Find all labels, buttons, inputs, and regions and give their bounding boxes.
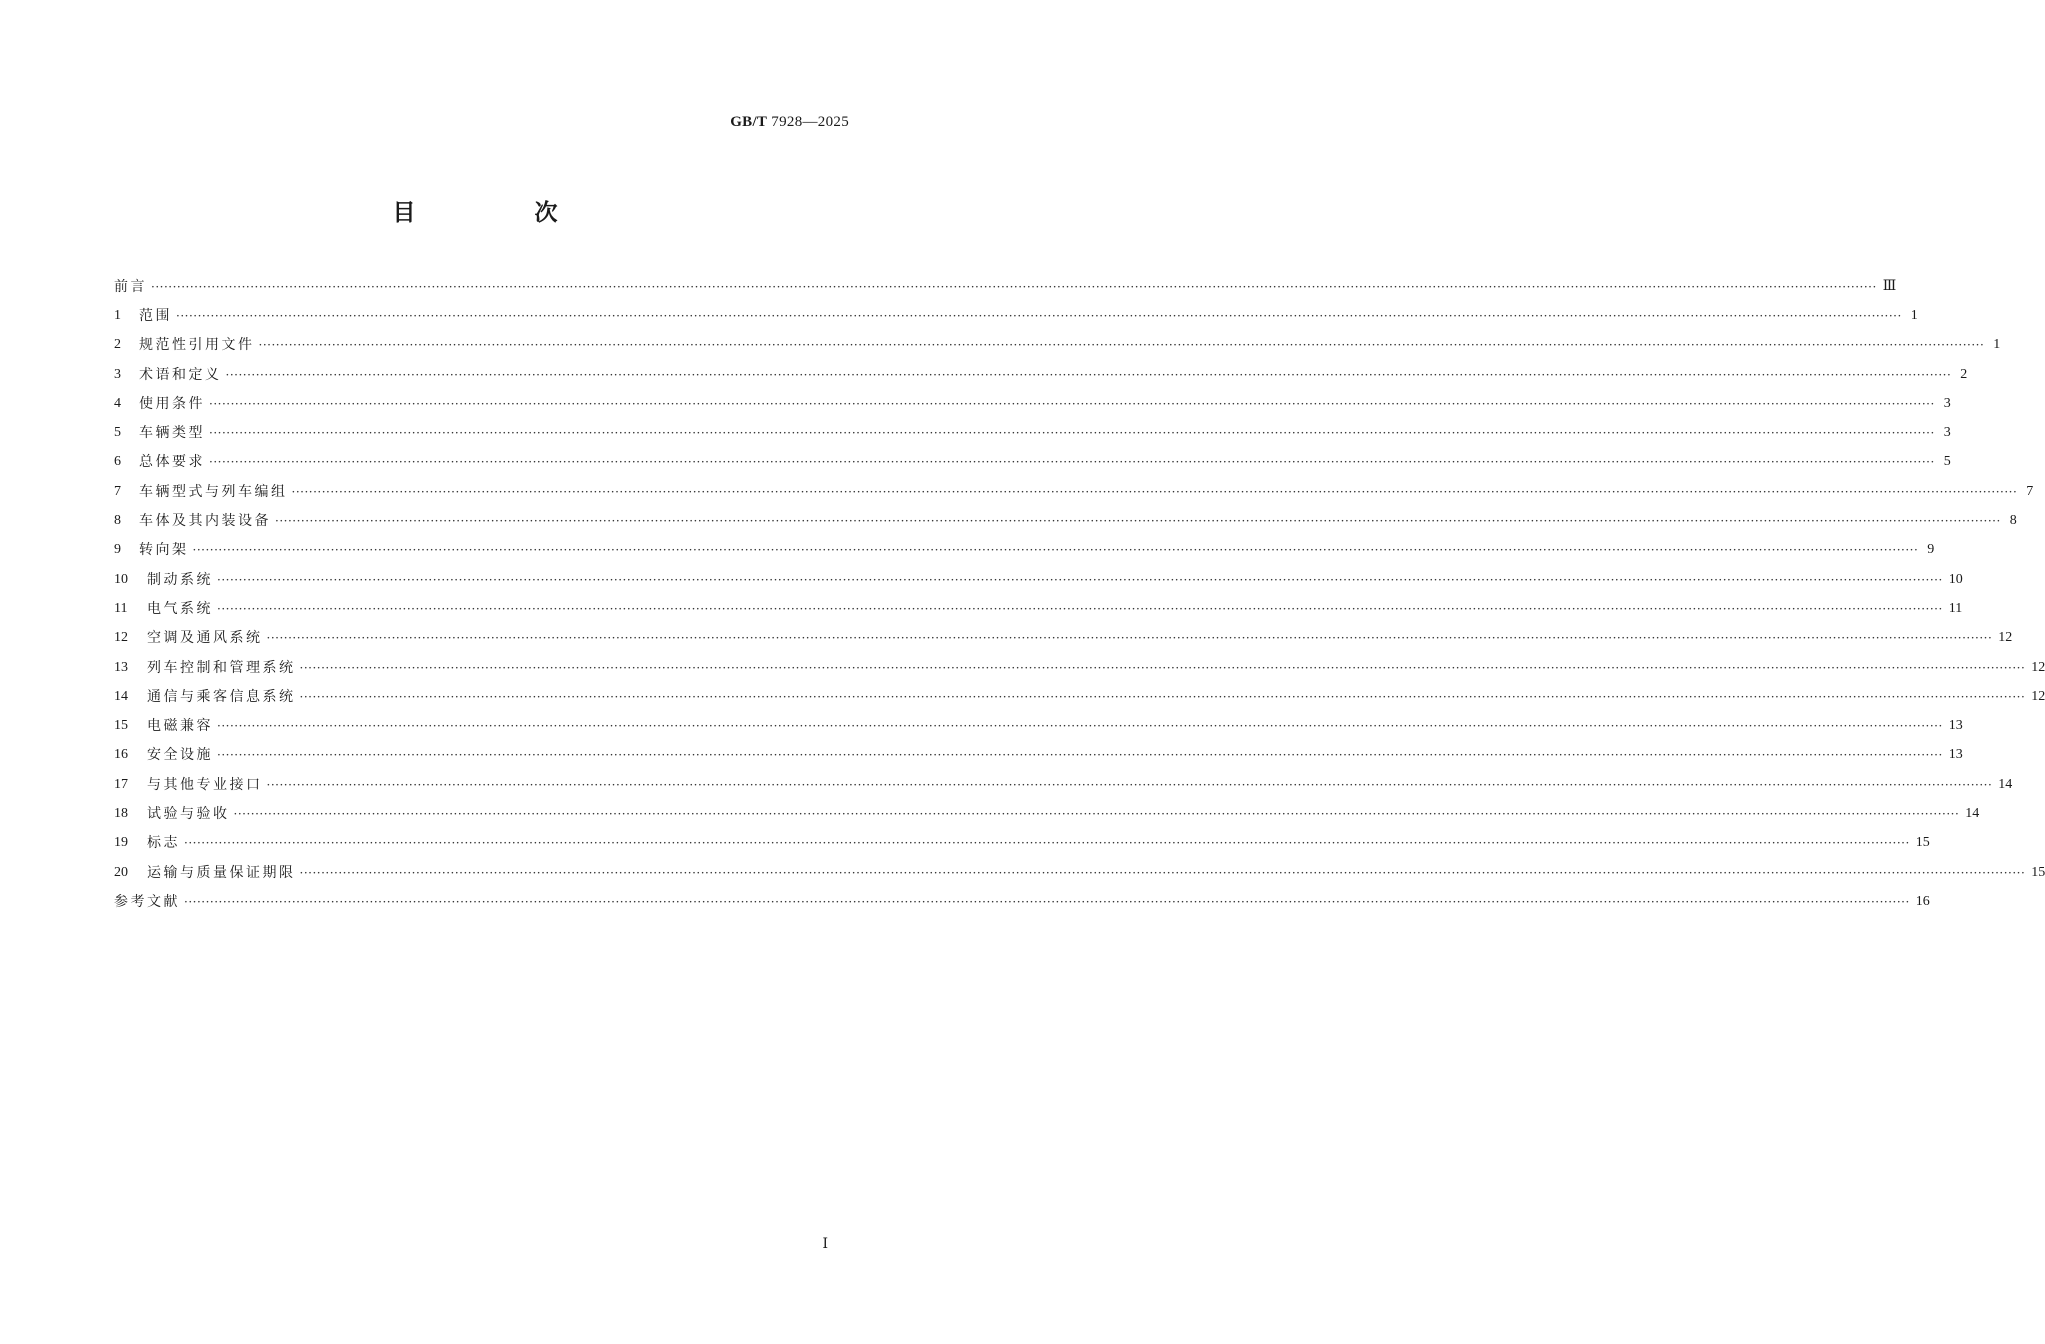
toc-leader-dots: ················································································································································································································································································································································································································ <box>291 484 2018 499</box>
toc-entry[interactable] <box>114 858 2045 887</box>
toc-entry-label: 转向架 <box>139 542 189 559</box>
toc-leader-dots: ················································································································································································································································································································································································································ <box>176 308 1902 323</box>
toc-leader-dots: ················································································································································································································································································································································································································ <box>217 719 1943 734</box>
toc-entry[interactable] <box>114 448 1951 477</box>
toc-entry-page: 11 <box>1948 600 1963 616</box>
toc-entry[interactable] <box>114 653 2045 682</box>
toc-entry-page: 12 <box>2031 659 2045 675</box>
toc-entry-label: 前言 <box>114 278 147 295</box>
toc-entry-label: 车辆型式与列车编组 <box>139 483 288 500</box>
toc-leader-dots: ················································································································································································································································································································································································································ <box>217 748 1943 763</box>
toc-entry-page: 1 <box>1993 337 2001 353</box>
toc-entry-page: 14 <box>1965 805 1980 821</box>
toc-leader-dots: ················································································································································································································································································································································································································ <box>192 543 1919 558</box>
toc-entry[interactable] <box>114 770 2013 799</box>
toc-entry-label: 标志 <box>147 835 180 852</box>
toc-entry[interactable] <box>114 887 1930 916</box>
toc-entry-page: 3 <box>1943 425 1951 441</box>
toc-entry-label: 电气系统 <box>147 600 213 617</box>
standard-code-number: 7928—2025 <box>771 114 849 130</box>
toc-entry-label: 电磁兼容 <box>147 718 213 735</box>
toc-leader-dots: ················································································································································································································································································································································································································ <box>225 367 1952 382</box>
toc-entry-number: 12 <box>114 630 128 646</box>
toc-entry-number: 3 <box>114 366 121 382</box>
toc-entry-label: 参考文献 <box>114 893 180 910</box>
toc-entry[interactable] <box>114 829 1930 858</box>
toc-leader-dots: ················································································································································································································································································································································································································ <box>275 514 2001 529</box>
toc-entry-label: 通信与乘客信息系统 <box>147 688 296 705</box>
toc-entry-page: 13 <box>1948 747 1963 763</box>
toc-entry[interactable] <box>114 682 2045 711</box>
toc-entry-page: 15 <box>1915 835 1930 851</box>
toc-entry-label: 车辆类型 <box>139 425 205 442</box>
toc-entry[interactable] <box>114 624 2013 653</box>
toc-entry-page: 12 <box>1998 630 2013 646</box>
toc-entry-page: 16 <box>1915 893 1930 909</box>
toc-entry-number: 19 <box>114 835 128 851</box>
toc-entry-number: 13 <box>114 659 128 675</box>
toc-leader-dots: ················································································································································································································································································································································································································ <box>184 894 1910 909</box>
toc-entry-number: 5 <box>114 425 121 441</box>
toc-entry-label: 使用条件 <box>139 395 205 412</box>
toc-entry-label: 范围 <box>139 307 172 324</box>
toc-entry[interactable] <box>114 711 1963 740</box>
toc-entry-page: 2 <box>1960 366 1968 382</box>
toc-leader-dots: ················································································································································································································································································································································································································ <box>299 660 2026 675</box>
standard-code <box>730 114 849 131</box>
toc-entry[interactable] <box>114 360 1968 389</box>
toc-entry-number: 10 <box>114 571 128 587</box>
toc-leader-dots: ················································································································································································································································································································································································································ <box>266 777 1993 792</box>
toc-entry-label: 空调及通风系统 <box>147 630 263 647</box>
toc-entry[interactable] <box>114 565 1963 594</box>
toc-entry[interactable] <box>114 272 1897 301</box>
toc-entry[interactable] <box>114 301 1918 330</box>
toc-entry-page: 14 <box>1998 776 2013 792</box>
toc-entry[interactable] <box>114 331 2001 360</box>
toc-entry-label: 与其他专业接口 <box>147 776 263 793</box>
toc-entry-number: 1 <box>114 307 121 323</box>
toc-entry-label: 规范性引用文件 <box>139 337 255 354</box>
toc-leader-dots: ················································································································································································································································································································································································································ <box>209 455 1935 470</box>
toc-entry-number: 14 <box>114 688 128 704</box>
page-number: Ⅰ <box>822 1237 828 1252</box>
toc-entry-label: 总体要求 <box>139 454 205 471</box>
toc-leader-dots: ················································································································································································································································································································································································································ <box>258 338 1985 353</box>
toc-leader-dots: ················································································································································································································································································································································································································ <box>184 836 1910 851</box>
toc-entry-page: 5 <box>1943 454 1951 470</box>
toc-entry[interactable] <box>114 741 1963 770</box>
toc-entry-page: 13 <box>1948 718 1963 734</box>
toc-leader-dots: ················································································································································································································································································································································································································ <box>209 426 1935 441</box>
toc-leader-dots: ················································································································································································································································································································································································································ <box>233 806 1960 821</box>
toc-entry[interactable] <box>114 389 1951 418</box>
toc-entry-number: 11 <box>114 600 128 616</box>
page-title: 目 次 <box>392 200 606 226</box>
toc-entry-page: 12 <box>2031 688 2045 704</box>
standard-code-prefix: GB/T <box>730 114 768 130</box>
toc-entry[interactable] <box>114 506 2017 535</box>
toc-entry-page: 8 <box>2009 513 2017 529</box>
toc-entry[interactable] <box>114 477 2034 506</box>
toc-entry-label: 制动系统 <box>147 571 213 588</box>
toc-entry-page: 7 <box>2026 483 2034 499</box>
toc-entry-label: 车体及其内装设备 <box>139 513 271 530</box>
toc-entry-page: 9 <box>1927 542 1935 558</box>
toc-entry-number: 9 <box>114 542 121 558</box>
toc-entry-page: 3 <box>1943 395 1951 411</box>
toc-entry-number: 8 <box>114 513 121 529</box>
toc-leader-dots: ················································································································································································································································································································································································································ <box>151 279 1877 294</box>
toc-entry-label: 术语和定义 <box>139 366 222 383</box>
toc-entry[interactable] <box>114 799 1980 828</box>
toc-leader-dots: ················································································································································································································································································································································································································ <box>299 865 2026 880</box>
toc-leader-dots: ················································································································································································································································································································································································································ <box>209 396 1935 411</box>
toc-leader-dots: ················································································································································································································································································································································································································ <box>217 572 1943 587</box>
toc-entry-number: 6 <box>114 454 121 470</box>
toc-leader-dots: ················································································································································································································································································································································································································ <box>217 601 1943 616</box>
toc-entry-page: Ⅲ <box>1882 278 1897 294</box>
toc-entry-label: 运输与质量保证期限 <box>147 864 296 881</box>
toc-entry-page: 1 <box>1910 307 1918 323</box>
toc-leader-dots: ················································································································································································································································································································································································································ <box>299 689 2026 704</box>
toc-entry[interactable] <box>114 418 1951 447</box>
toc-entry-number: 18 <box>114 805 128 821</box>
toc-entry-number: 17 <box>114 776 128 792</box>
toc-entry[interactable] <box>114 594 1963 623</box>
toc-entry-label: 安全设施 <box>147 747 213 764</box>
toc-entry[interactable] <box>114 536 1935 565</box>
toc-entry-number: 15 <box>114 718 128 734</box>
toc-entry-number: 4 <box>114 395 121 411</box>
toc-entry-number: 16 <box>114 747 128 763</box>
toc-entry-label: 列车控制和管理系统 <box>147 659 296 676</box>
toc-leader-dots: ················································································································································································································································································································································································································ <box>266 631 1993 646</box>
toc-entry-page: 10 <box>1948 571 1963 587</box>
toc-entry-number: 7 <box>114 483 121 499</box>
table-of-contents <box>114 272 2045 917</box>
toc-entry-number: 20 <box>114 864 128 880</box>
toc-entry-number: 2 <box>114 337 121 353</box>
toc-entry-label: 试验与验收 <box>147 805 230 822</box>
toc-entry-page: 15 <box>2031 864 2045 880</box>
